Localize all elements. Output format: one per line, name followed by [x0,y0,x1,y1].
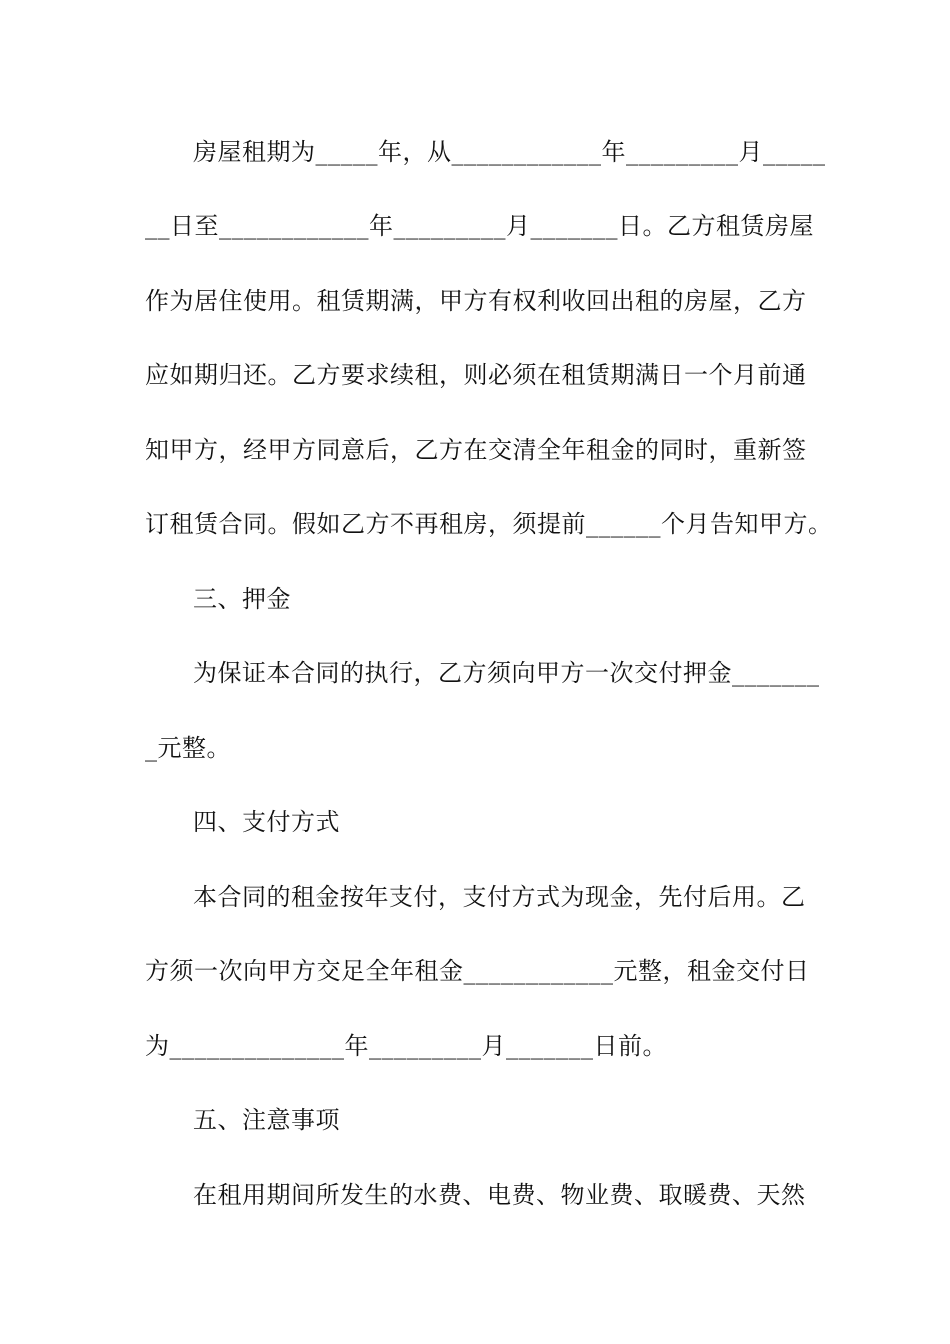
paragraph-payment-line-3: 为______________年_________月_______日前。 [145,1032,667,1060]
paragraph-lease-term-line-3: 作为居住使用。租赁期满，甲方有权利收回出租的房屋，乙方 [145,287,807,315]
paragraph-lease-term-line-4: 应如期归还。乙方要求续租，则必须在租赁期满日一个月前通 [145,361,807,389]
paragraph-lease-term-line-1: 房屋租期为_____年，从____________年_________月_____ [193,138,826,166]
section-heading-payment: 四、支付方式 [193,808,340,836]
paragraph-lease-term-line-2: __日至____________年_________月_______日。乙方租赁房屋 [145,212,814,240]
section-heading-notes: 五、注意事项 [193,1106,340,1134]
paragraph-payment-line-1: 本合同的租金按年支付，支付方式为现金，先付后用。乙 [193,883,806,911]
paragraph-deposit-line-1: 为保证本合同的执行，乙方须向甲方一次交付押金_______ [193,659,820,687]
paragraph-deposit-line-2: _元整。 [145,734,231,762]
paragraph-lease-term-line-6: 订租赁合同。假如乙方不再租房，须提前______个月告知甲方。 [145,510,833,538]
paragraph-lease-term-line-5: 知甲方，经甲方同意后，乙方在交清全年租金的同时，重新签 [145,436,807,464]
section-heading-deposit: 三、押金 [193,585,291,613]
paragraph-payment-line-2: 方须一次向甲方交足全年租金____________元整，租金交付日 [145,957,810,985]
paragraph-notes-line-1: 在租用期间所发生的水费、电费、物业费、取暖费、天然 [193,1181,806,1209]
